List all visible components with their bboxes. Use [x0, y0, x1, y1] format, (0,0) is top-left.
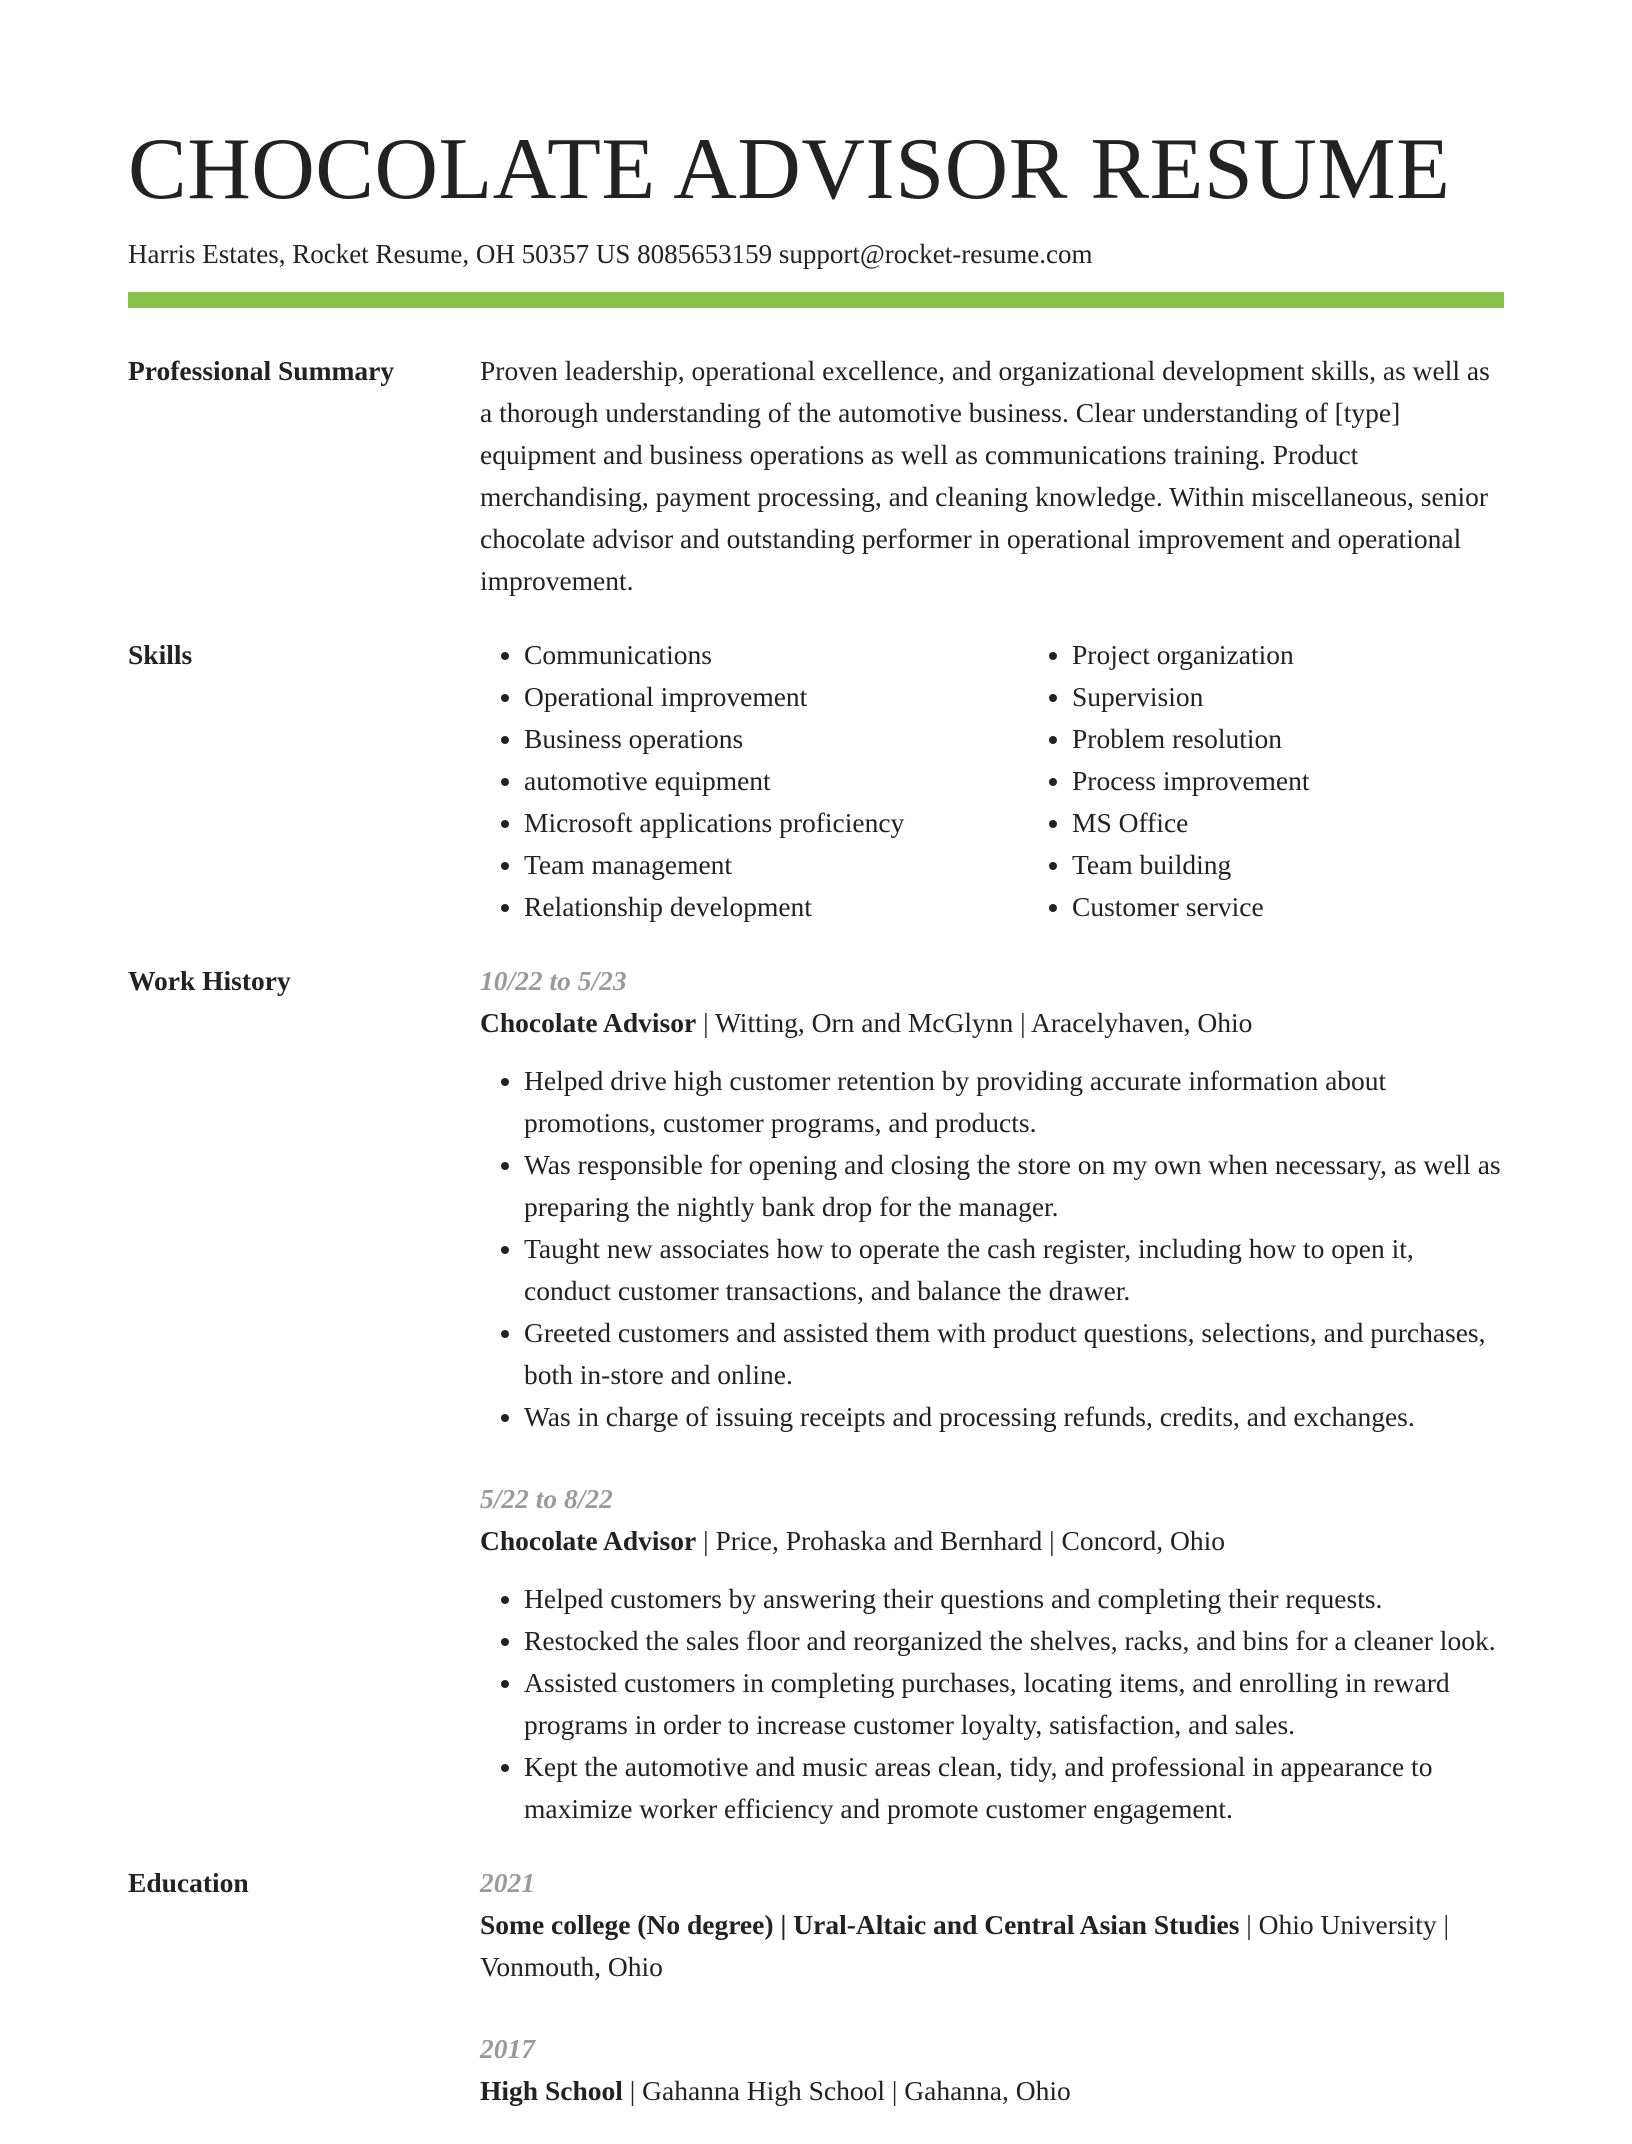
skill-item: • Project organization	[1072, 634, 1576, 676]
job-role-line	[480, 1002, 1504, 1044]
resume-header	[128, 118, 1504, 308]
education-year: 2017	[480, 2033, 535, 2064]
education-heading: Education	[128, 1867, 249, 1898]
skills-list-right	[1028, 634, 1576, 928]
job-bullet: • Helped customers by answering their questions and completing their requests.	[524, 1578, 1504, 1620]
skill-item: • Operational improvement	[524, 676, 1028, 718]
education-section	[128, 1862, 1504, 2112]
skill-item: • Business operations	[524, 718, 1028, 760]
education-entry	[480, 1862, 1504, 1988]
contact-info: Harris Estates, Rocket Resume, OH 50357 US 8085653159 support@rocket-resume.com	[128, 239, 1093, 269]
job-title: Chocolate Advisor	[480, 1525, 697, 1556]
resume-content	[128, 350, 1504, 2144]
job-role-line	[480, 1520, 1504, 1562]
skill-item: • MS Office	[1072, 802, 1576, 844]
job-bullet: • Taught new associates how to operate the cash register, including how to open it, conduct customer transactions, and balance the drawer.	[524, 1228, 1504, 1312]
education-line	[480, 1904, 1504, 1988]
job-bullet: • Was in charge of issuing receipts and processing refunds, credits, and exchanges.	[524, 1396, 1504, 1438]
skill-item: • Communications	[524, 634, 1028, 676]
education-entry	[480, 2028, 1504, 2112]
job-dates: 10/22 to 5/23	[480, 965, 627, 996]
job-bullet: • Was responsible for opening and closing the store on my own when necessary, as well as preparing the nightly bank drop for the manager.	[524, 1144, 1504, 1228]
resume-title: CHOCOLATE ADVISOR RESUME	[128, 121, 1451, 218]
summary-text: Proven leadership, operational excellence, and organizational development skills, as well as a thorough understanding of the automotive business. Clear understanding of [type] equipment and business operations as well as communications training. Product merchandising, payment processing, and cleaning knowledge. Within miscellaneous, senior chocolate advisor and outstanding performer in operational improvement and operational improvement.	[480, 355, 1490, 596]
skills-list-left	[480, 634, 1028, 928]
job-bullet: • Assisted customers in completing purchases, locating items, and enrolling in reward programs in order to increase customer loyalty, satisfaction, and sales.	[524, 1662, 1504, 1746]
skill-item: • Team management	[524, 844, 1028, 886]
education-degree: High School	[480, 2075, 623, 2106]
job-bullets	[480, 1578, 1504, 1830]
work-history-heading: Work History	[128, 965, 291, 996]
skill-item: • Microsoft applications proficiency	[524, 802, 1028, 844]
skills-section	[128, 634, 1504, 928]
skill-item: • Process improvement	[1072, 760, 1576, 802]
job-bullet: • Helped drive high customer retention by providing accurate information about promotions, customer programs, and products.	[524, 1060, 1504, 1144]
skill-item: • Supervision	[1072, 676, 1576, 718]
job-entry	[480, 960, 1504, 1438]
job-bullet: • Kept the automotive and music areas clean, tidy, and professional in appearance to maximize worker efficiency and promote customer engagement.	[524, 1746, 1504, 1830]
education-line	[480, 2070, 1504, 2112]
skill-item: • Problem resolution	[1072, 718, 1576, 760]
skill-item: • Customer service	[1072, 886, 1576, 928]
job-dates: 5/22 to 8/22	[480, 1483, 613, 1514]
job-bullets	[480, 1060, 1504, 1438]
job-title: Chocolate Advisor	[480, 1007, 697, 1038]
accent-divider	[128, 292, 1504, 308]
job-bullet: • Greeted customers and assisted them with product questions, selections, and purchases, both in-store and online.	[524, 1312, 1504, 1396]
summary-section	[128, 350, 1504, 602]
skill-item: • Team building	[1072, 844, 1576, 886]
job-entry	[480, 1478, 1504, 1830]
skills-heading: Skills	[128, 639, 193, 670]
skill-item: • Relationship development	[524, 886, 1028, 928]
work-history-section	[128, 960, 1504, 1830]
summary-heading: Professional Summary	[128, 355, 395, 386]
education-year: 2021	[480, 1867, 535, 1898]
job-details: | Witting, Orn and McGlynn | Aracelyhaven, Ohio	[696, 1007, 1253, 1038]
skill-item: • automotive equipment	[524, 760, 1028, 802]
education-details: | Gahanna High School | Gahanna, Ohio	[622, 2075, 1071, 2106]
education-degree: Some college (No degree) | Ural-Altaic and Central Asian Studies	[480, 1909, 1240, 1940]
education-details: | Ohio University | Vonmouth, Ohio	[480, 1909, 1450, 1982]
job-bullet: • Restocked the sales floor and reorganized the shelves, racks, and bins for a cleaner look.	[524, 1620, 1504, 1662]
job-details: | Price, Prohaska and Bernhard | Concord, Ohio	[696, 1525, 1225, 1556]
